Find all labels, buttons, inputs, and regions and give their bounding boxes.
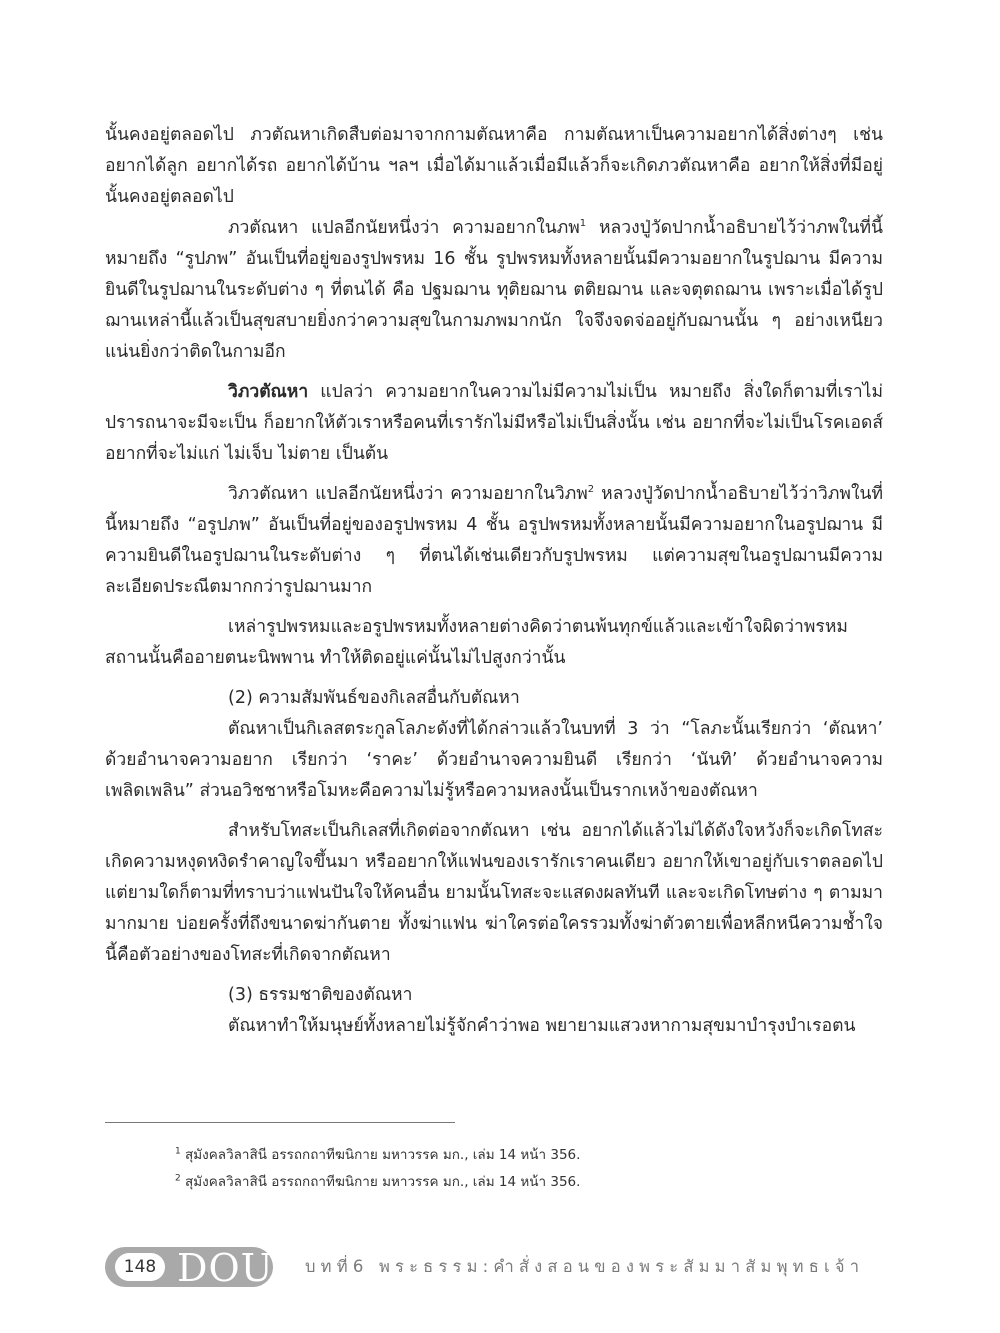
page-number: 148 (115, 1253, 165, 1281)
footnote-mark: 2 (175, 1173, 181, 1184)
body-text (105, 120, 883, 1042)
paragraph: นั้นคงอยู่ตลอดไป ภวตัณหาเกิดสืบต่อมาจากกามตัณหาคือ กามตัณหาเป็นความอยากได้สิ่งต่างๆ เช่น อยากได้ลูก อยากได้รถ อยากได้บ้าน ฯลฯ เมื่อได้มาแล้วเมื่อมีแล้วก็จะเกิดภวตัณหาคือ อยากให้สิ่งที่มีอยู่นั้นคงอยู่ตลอดไป (105, 125, 883, 207)
paragraph (105, 377, 883, 470)
footnote-text: สุมังคลวิลาสินี อรรถกถาทีฆนิกาย มหาวรรค มก., เล่ม 14 หน้า 356. (185, 1174, 581, 1190)
paragraph-text: หลวงปู่วัดปากน้ำอธิบายไว้ว่าภพในที่นี้หมายถึง “รูปภพ” อันเป็นที่อยู่ของรูปพรหม 16 ชั้น รูปพรหมทั้งหลายนั้นมีความอยากในรูปฌาน มีความยินดีในรูปฌานในระดับต่าง ๆ ที่ตนได้ คือ ปฐมฌาน ทุติยฌาน ตติยฌาน และจตุตถฌาน เพราะเมื่อได้รูปฌานเหล่านี้แล้วเป็นสุขสบายยิ่งกว่าความสุขในกามภพมากนัก ใจจึงจดจ่ออยู่กับฌานนั้น ๆ อย่างเหนียวแน่นยิ่งกว่าติดในกามอีก (105, 218, 883, 362)
footnote-ref[interactable]: 2 (587, 484, 595, 496)
footnote-divider (105, 1122, 455, 1123)
footnote-text: สุมังคลวิลาสินี อรรถกถาทีฆนิกาย มหาวรรค มก., เล่ม 14 หน้า 356. (185, 1147, 581, 1163)
paragraph: ตัณหาทำให้มนุษย์ทั้งหลายไม่รู้จักคำว่าพอ พยายามแสวงหากามสุขมาบำรุงบำเรอตน (228, 1016, 856, 1036)
bold-term: วิภวตัณหา (228, 382, 309, 402)
footnote (175, 1142, 580, 1169)
section-heading: (3) ธรรมชาติของตัณหา (228, 985, 413, 1005)
footnote (175, 1169, 580, 1196)
footnotes (175, 1142, 580, 1196)
paragraph (105, 479, 883, 603)
section-heading: (2) ความสัมพันธ์ของกิเลสอื่นกับตัณหา (228, 688, 520, 708)
footnote-mark: 1 (175, 1146, 181, 1157)
paragraph-text: วิภวตัณหา แปลอีกนัยหนึ่งว่า ความอยากในวิภพ (228, 484, 588, 504)
paragraph-text: หลวงปู่วัดปากน้ำอธิบายไว้ว่าวิภพในที่นี้หมายถึง “อรูปภพ” อันเป็นที่อยู่ของอรูปพรหม 4 ชั้น อรูปพรหมทั้งหลายนั้นมีความอยากในอรูปฌาน มีความยินดีในอรูปฌานในระดับต่าง ๆ ที่ตนได้เช่นเดียวกับรูปพรหม แต่ความสุขในอรูปฌานมีความละเอียดประณีตมากกว่ารูปฌานมาก (105, 484, 883, 597)
paragraph: สำหรับโทสะเป็นกิเลสที่เกิดต่อจากตัณหา เช่น อยากได้แล้วไม่ได้ดังใจหวังก็จะเกิดโทสะ เกิดความหงุดหงิดรำคาญใจขึ้นมา หรืออยากให้แฟนของเรารักเราคนเดียว อยากให้เขาอยู่กับเราตลอดไป แต่ยามใดก็ตามที่ทราบว่าแฟนปันใจให้คนอื่น ยามนั้นโทสะจะแสดงผลทันที และจะเกิดโทษต่าง ๆ ตามมามากมาย บ่อยครั้งที่ถึงขนาดฆ่ากันตาย ทั้งฆ่าแฟน ฆ่าใครต่อใครรวมทั้งฆ่าตัวตายเพื่อหลีกหนีความช้ำใจ นี้คือตัวอย่างของโทสะที่เกิดจากตัณหา (105, 821, 883, 965)
paragraph: ตัณหาเป็นกิเลสตระกูลโลภะดังที่ได้กล่าวแล้วในบทที่ 3 ว่า “โลภะนั้นเรียกว่า ‘ตัณหา’ ด้วยอำนาจความอยาก เรียกว่า ‘ราคะ’ ด้วยอำนาจความยินดี เรียกว่า ‘นันทิ’ ด้วยอำนาจความเพลิดเพลิน” ส่วนอวิชชาหรือโมหะคือความไม่รู้หรือความหลงนั้นเป็นรากเหง้าของตัณหา (105, 719, 883, 801)
paragraph (105, 213, 883, 368)
footnote-ref[interactable]: 1 (579, 218, 587, 230)
paragraph-text: ภวตัณหา แปลอีกนัยหนึ่งว่า ความอยากในภพ (228, 218, 580, 238)
paragraph: เหล่ารูปพรหมและอรูปพรหมทั้งหลายต่างคิดว่าตนพ้นทุกข์แล้วและเข้าใจผิดว่าพรหมสถานนั้นคืออายตนะนิพพาน ทำให้ติดอยู่แค่นั้นไม่ไปสูงกว่านั้น (105, 617, 848, 668)
brand-logo: DOU (177, 1246, 274, 1290)
paragraph-text: แปลว่า ความอยากในความไม่มีความไม่เป็น หมายถึง สิ่งใดก็ตามที่เราไม่ปรารถนาจะมีจะเป็น ก็อยากให้ตัวเราหรือคนที่เรารักไม่มีหรือไม่เป็นสิ่งนั้น เช่น อยากที่จะไม่เป็นโรคเอดส์ อยากที่จะไม่แก่ ไม่เจ็บ ไม่ตาย เป็นต้น (105, 382, 883, 464)
page-badge (105, 1246, 274, 1290)
page-footer (105, 1242, 895, 1292)
chapter-title: บทที่6 พระธรรม:คำสั่งสอนของพระสัมมาสัมพุทธเจ้า (305, 1257, 865, 1276)
